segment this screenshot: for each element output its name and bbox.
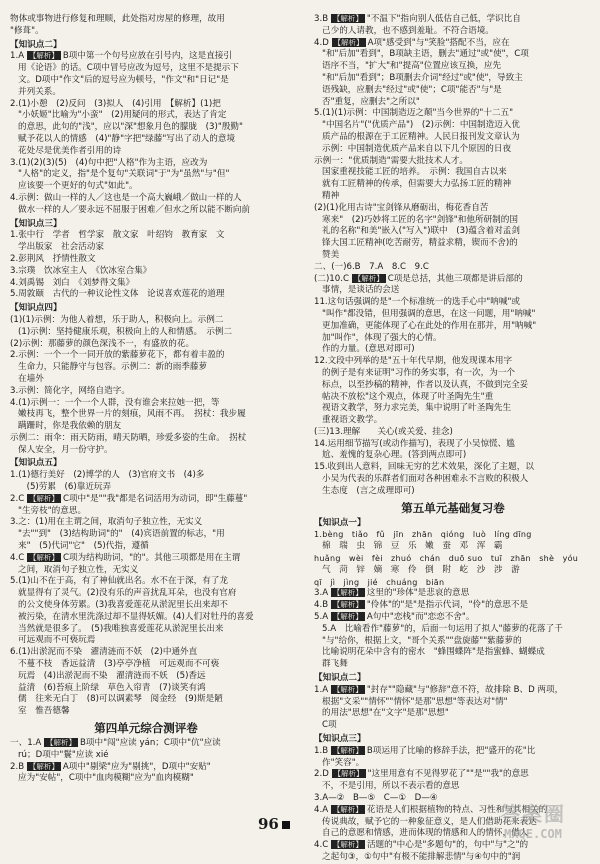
answer-line: 不蔓不枝 香远益清 (3)亭亭净植 可远观而不可亵 bbox=[18, 659, 220, 670]
answer-line: 儒 往来无白丁 (8)可以调素琴 阅金经 (9)斯是陋 bbox=[18, 694, 223, 705]
analysis-tag: 【解析】 bbox=[332, 745, 363, 755]
answer-line: 二、(一)6.B 7.A 8.C 9.C bbox=[314, 261, 429, 272]
answer-line: 4.示例：做山一样的人／这也是一个高大巍峨／做山一样的人 bbox=[10, 192, 242, 203]
answer-line: 6.(1)出淤泥而不染 濯清涟而不妖 (2)中通外直 bbox=[10, 647, 198, 658]
answer-line: rú；D项中"鬟"应读 xié bbox=[18, 749, 109, 760]
answer-text: A项"感受到"与"笑脸"搭配不当，应在 bbox=[367, 37, 510, 48]
unit-title: 第五单元基础复习卷 bbox=[401, 500, 505, 515]
answer-number: 1.A bbox=[10, 51, 27, 62]
answer-line: 群飞舞 bbox=[322, 659, 348, 670]
answer-line: 被污染，在清水里洗涤过却不显得妖媚。(4)人们对牡丹的喜爱 bbox=[18, 611, 254, 622]
answer-line: 作"笑容"。 bbox=[322, 757, 365, 768]
answer-line bbox=[314, 600, 592, 612]
section-heading: 【知识点一】 bbox=[314, 517, 366, 528]
answer-line: 并列关系。 bbox=[18, 86, 61, 97]
analysis-tag: 【解析】 bbox=[332, 684, 363, 694]
analysis-tag: 【解析】 bbox=[28, 493, 59, 503]
analysis-tag: 【解析】 bbox=[332, 612, 363, 622]
watermark-logo bbox=[474, 798, 592, 841]
pinyin-line: huǎng wèi fèi zhuó chán duō suo tuī zhān shè yóu bbox=[314, 554, 579, 564]
answer-line: 精神 bbox=[322, 190, 340, 201]
answer-line: 5.周敦颐 古代的一种议论性文体 论说喜欢莲花的道理 bbox=[10, 289, 225, 300]
page-number-text: 96 bbox=[258, 815, 279, 833]
answer-line: 5.(1)(1)示例：中国制造迈之颠"当今世界的"十二五" bbox=[314, 108, 514, 119]
answer-line: 语残缺，应删去"经过"或"使"；C项"能否"与"是 bbox=[322, 84, 502, 95]
answer-line: 标点，以至抄稿的精神，作者以及认真，不做到完全妥 bbox=[322, 379, 529, 390]
answer-number: 4.C bbox=[10, 552, 27, 563]
answer-text: 这里的"珍体"是悲哀的意思 bbox=[366, 588, 470, 599]
answer-line: 的意思，此句的"浅"，应以"深"想象月色的朦胧 (3)"殷勤" bbox=[18, 122, 243, 133]
section-heading: 【知识点五】 bbox=[10, 458, 62, 469]
pinyin-line: qī jì jìng jié chuáng biān bbox=[314, 577, 445, 587]
answer-number: (二)10.C bbox=[314, 273, 352, 284]
answer-line: 文。D项中"作文"后的逗号应为顿号，"作文"和"日记"是 bbox=[18, 74, 229, 85]
answer-line: 传说典故，赋予它的一种象征意义，是人们借助花来表达 bbox=[322, 816, 537, 827]
answer-line: "去""到" (3)结构助词"的" (4)宾语前置的标志，"用 bbox=[18, 529, 225, 540]
answer-text: A项中"剔梁"应为"剔挑"，D项中"安贴" bbox=[62, 761, 211, 772]
analysis-tag: 【解析】 bbox=[28, 552, 59, 562]
square-marker-icon bbox=[282, 821, 290, 829]
answer-line: 蹒跚时，你是我依赖的朋友 bbox=[18, 421, 122, 432]
answer-text: "这里用意有不见得罗花了""是""我"的意思 bbox=[367, 769, 529, 780]
answer-line bbox=[10, 494, 282, 506]
answer-text: B项中"闯"应读 yán；C项中"伉"应读 bbox=[80, 738, 221, 749]
analysis-tag: 【解析】 bbox=[332, 600, 363, 610]
answer-line: (5)劳累 (6)靠近玩弄 bbox=[18, 482, 112, 493]
section-heading: 【知识点四】 bbox=[10, 303, 62, 314]
answer-line: 做水一样的人／要永远不屈服于困难／但水之所以能不断向前 bbox=[18, 204, 251, 215]
watermark-text: 答案圈 bbox=[500, 802, 566, 826]
analysis-tag: 【解析】 bbox=[332, 840, 363, 850]
answer-line: 应为"安帖"，C项中"血肉模糊"应为"血肉模糊" bbox=[18, 773, 194, 784]
answer-line: 加"叫作"，体现了强大的心情。 bbox=[322, 332, 442, 343]
answer-line: (2)(1)化用古诗"宝剑锋从磨砺出，梅花香自苦 bbox=[314, 202, 489, 213]
answer-line: 作的力量。(意思对即可) bbox=[322, 344, 415, 355]
answer-line: 玩焉 (4)出淤泥而不染 濯清涟而不妖 (5)香远 bbox=[18, 670, 206, 681]
answer-line: 当然就是很多了。 (5)我唯独喜爱莲花从淤泥里长出来 bbox=[18, 623, 224, 634]
answer-line: 的公文使身体劳累。(3)我喜爱莲花从淤泥里长出来却不 bbox=[18, 600, 228, 611]
answer-line bbox=[314, 746, 592, 758]
answer-line: 否"重复，应删去"之所以" bbox=[322, 96, 420, 107]
answer-number: 2.B bbox=[10, 761, 27, 772]
answer-line: 1.(1)德行美好 (2)博学的人 (3)官府文书 (4)多 bbox=[10, 470, 205, 481]
section-heading: 【知识点二】 bbox=[314, 673, 366, 684]
answer-line: 11.这句话强调的是"一个标准统一的选手心中"呐喊"或 bbox=[314, 297, 520, 308]
answer-number: 5.A bbox=[314, 612, 331, 623]
answer-line: 示例二：雨伞：雨天防雨，晴天防晒，珍爱多姿的生命。 拐杖 bbox=[10, 432, 247, 443]
answer-line bbox=[314, 612, 592, 624]
analysis-tag: 【解析】 bbox=[333, 769, 364, 779]
answer-line: C项 bbox=[322, 720, 337, 731]
answer-line: 物体或事物进行修复和理顺，此处指对房屋的修理，故用 bbox=[10, 14, 225, 24]
answer-line bbox=[314, 588, 592, 600]
answer-number: 4.D bbox=[314, 37, 332, 48]
section-heading: 【知识点二】 bbox=[10, 39, 62, 50]
answer-line: 2.(1)小憩 (2)反问 (3)拟人 (4)引用 【解析】(1)把 bbox=[10, 98, 221, 109]
answer-number: 4.A bbox=[314, 804, 331, 815]
answer-line: 语序不当，"扩大"和"提高"位置应该互换，应先 bbox=[322, 61, 502, 72]
answer-text: B项中第一个句号应放在引号内，这是直接引 bbox=[62, 51, 232, 62]
answer-text: C项为结构助词，"的"。其他三项都是用在主谓 bbox=[62, 552, 241, 563]
answer-line: 1.张中行 学者 哲学家 散文家 叶绍钧 教育家 文 bbox=[10, 230, 225, 241]
answer-line: 根据"文采""情怀""情怀"是那"思想"等表达对"情" bbox=[322, 696, 508, 707]
answer-line: 寒来" (2)巧妙将工匠的名字"剑锋"和他所研制的国 bbox=[322, 214, 518, 225]
answer-line: 益清 (6)苔痕上阶绿 草色入帘青 (7)谈笑有鸿 bbox=[18, 682, 206, 693]
answer-line: 生命力，只能静守与包容。示例二：新的雨季藤萝 bbox=[18, 362, 208, 373]
answer-line: 事情，是谈话的会送 bbox=[322, 285, 400, 296]
answer-line bbox=[314, 38, 592, 50]
analysis-tag: 【解析】 bbox=[332, 804, 363, 814]
answer-line: "修葺"。 bbox=[10, 25, 44, 36]
answer-line: 保人安全，月一份守护。 bbox=[18, 444, 113, 455]
answer-line: 示例：中国制造优质产品来自以下几个原因的日夜 bbox=[322, 143, 512, 154]
answer-number: 一、1.A bbox=[10, 738, 44, 749]
answer-line: 3.示例：简化字，网络自造字。 bbox=[10, 385, 130, 396]
answer-line: 示例一："优质制造"需要大批技术人才。 bbox=[314, 155, 469, 166]
answer-line bbox=[314, 840, 592, 852]
answer-line: "和"后加"看到"；B项删去介词"经过"或"使"，导致主 bbox=[322, 72, 523, 83]
answer-line bbox=[314, 769, 592, 781]
answer-line: 5.(1)山不在于高，有了神仙就出名。水不在于深，有了龙 bbox=[10, 576, 229, 587]
page-number bbox=[258, 815, 290, 833]
answer-line: "小妖姬"比喻为"小蛮" (2)用疑问的形式，表达了肯定 bbox=[18, 110, 227, 121]
answer-line: 3.之：(1)用在主谓之间，取消句子独立性，无实义 bbox=[10, 517, 203, 528]
answer-line: 自己的意愿和情感，进而体现的情感和人的情怀，借人 bbox=[322, 828, 529, 839]
answer-line: 视语文教学，努力求完美，集中说明了叶圣陶先生 bbox=[322, 403, 512, 414]
unit-title: 第四单元综合测评卷 bbox=[94, 721, 198, 736]
left-column bbox=[10, 14, 282, 785]
answer-line bbox=[314, 685, 592, 697]
answer-line: 棉 瑞 虫 锦 豆 乐 嫩 蚕 邓 浑 霸 bbox=[322, 541, 503, 552]
answer-line: 3.A—② B—⑤ C—① D—④ bbox=[314, 793, 438, 803]
answer-text: 花语是人们根据植物的特点、习性和与其相关的 bbox=[366, 804, 548, 815]
watermark-url: MXQE.COM bbox=[504, 827, 562, 841]
answer-line: 礼的名称"和美"嵌入("写入")联中 (3)蕴含着对孟剑 bbox=[322, 226, 520, 237]
answer-text: A句中"恋栈"而"恋恋不舍"。 bbox=[366, 612, 475, 623]
analysis-tag: 【解析】 bbox=[332, 588, 363, 598]
answer-line: 室 惟吾德馨 bbox=[18, 706, 70, 717]
answer-line: "叫作"都没错，但用强调的意思，在这一问题，用"呐喊" bbox=[322, 308, 536, 319]
answer-text: "封存""隐藏"与"修辞"意不符，故排除 B、D 两项， bbox=[366, 684, 564, 695]
answer-text: "不温下"指向别人低估自己低，学识比自 bbox=[366, 14, 521, 24]
answer-number: 1.B bbox=[314, 745, 331, 756]
answer-line: 生态度 (言之成理即可) bbox=[322, 485, 415, 496]
answer-line bbox=[314, 14, 592, 26]
analysis-tag: 【解析】 bbox=[332, 14, 363, 23]
answer-line: 应该要一个更好的句式"如此"。 bbox=[18, 181, 138, 192]
answer-number: 2.D bbox=[314, 769, 332, 780]
answer-line: "中国名片"("优质产品") (2)示例：中国制造迈入优 bbox=[322, 120, 520, 131]
answer-number: 3.A bbox=[314, 588, 331, 599]
answer-line: "和"后加"看到"，B项缺主语，删去"通过"或"使"，C项 bbox=[322, 49, 529, 60]
answer-line: 之间，取消句子独立性，无实义 bbox=[18, 564, 139, 575]
answer-line: 4.(1)示例一：一个一个人群，没有谁会来拉她一把，等 bbox=[10, 397, 220, 408]
answer-text: B项运用了比喻的修辞手法，把"盛开的花"比 bbox=[366, 745, 536, 756]
answer-line: "与"给你，根据上文，"哥个关系""盘旋藤""紫藤萝的 bbox=[322, 635, 522, 646]
answer-text: "伶体"的"是"是指示代词，"伶"的意思不是 bbox=[366, 600, 529, 611]
answer-line: 气 菏 锌 嫡 寒 伶 倒 附 屹 沙 涉 游 bbox=[322, 564, 520, 575]
answer-line: 不，不是引用，所以不表示看的意思 bbox=[322, 781, 460, 792]
section-heading: 【知识点三】 bbox=[10, 218, 62, 229]
answer-line: 比喻说明花朵中含有的密水 "蜂围蝶阵"是指蜜蜂、蝴蝶成 bbox=[322, 647, 545, 658]
answer-number: 3.B bbox=[314, 14, 331, 24]
answer-line: 尬、羞愧的复杂心理。(答到两点即可) bbox=[322, 450, 467, 461]
right-column bbox=[314, 14, 592, 864]
answer-line: 2.彭荆风 抒情性散文 bbox=[10, 253, 96, 264]
answer-line: 可远观而不可亵玩焉 bbox=[18, 635, 96, 646]
answer-line bbox=[10, 738, 282, 750]
answer-line: 的用法"思想"在"文字"是那"思想" bbox=[322, 708, 449, 719]
answer-line: 己少的人请教，也不感到羞耻。不符合语境。 bbox=[322, 25, 494, 36]
answer-line: 花处尽是优美作者引用的诗 bbox=[18, 145, 122, 156]
answer-line: 帖决不放松"这个观点，体现了叶圣陶先生"重 bbox=[322, 391, 494, 402]
answer-line: 3.(1)(2)(3)(5) (4)句中把"人格"作为主语，应改为 bbox=[10, 157, 208, 168]
answer-line: "生旁枝"的意思。 bbox=[18, 505, 87, 516]
answer-line: 4.刘禹锡 刘白 《刘梦得文集》 bbox=[10, 277, 135, 288]
answer-line: 就有工匠精神的传承，但需要大力弘扬工匠的精神 bbox=[322, 179, 512, 190]
analysis-tag: 【解析】 bbox=[28, 51, 59, 61]
answer-line bbox=[10, 553, 282, 565]
answer-number: 1.A bbox=[314, 684, 331, 695]
answer-line: (1)(1)示例：为他人着想，乐于助人，积极向上。示例二 bbox=[10, 314, 224, 325]
answer-line: 12.文段中列举的是"五十年代早期，他发现课本用字 bbox=[314, 356, 513, 367]
pinyin-line: 1.bèng tiǎo fǔ jīn zhān qióng luò líng dīng bbox=[314, 530, 532, 540]
answer-line: 小吴为代表的乐群者们面对各种困难永不言败的积极人 bbox=[322, 474, 529, 485]
answer-line: 2.示例：一个一个一同开放的紫藤萝花下，都有着丰盈的 bbox=[10, 350, 225, 361]
answer-line: 质产品的根源在于工匠精神。人民日报刊发文章认为 bbox=[322, 131, 520, 142]
answer-line: (2)示例：那藤萝的颜色深浅不一，有盛放的花。 bbox=[10, 338, 195, 349]
answer-line: (三)13.理解 关心(或关爱、挂念) bbox=[314, 426, 453, 437]
answer-text: C项中"是""我"都是名词活用为动词，即"生藤蔓" bbox=[62, 493, 248, 504]
answer-number: 4.C bbox=[314, 840, 331, 851]
answer-line bbox=[10, 762, 282, 774]
answer-line: 更加准确，更能体现了心在此处的作用在那并，用"呐喊" bbox=[322, 320, 537, 331]
answer-line: 就显得有了灵气。(2)没有乐的声音扰乱耳朵，也没有官府 bbox=[18, 588, 237, 599]
answer-line: 锋大国工匠精神(吃苦耐劳，精益求精，锲而不舍)的 bbox=[322, 238, 518, 249]
analysis-tag: 【解析】 bbox=[353, 273, 384, 283]
answer-text: 活题的"中心是"多题句"的，句中"与"之"的 bbox=[366, 840, 529, 851]
answer-line: 国家重视技能工匠的培养。 示例：我国自古以来 bbox=[322, 167, 507, 178]
analysis-tag: 【解析】 bbox=[28, 761, 59, 771]
answer-line: 来" (5)代词"它" (5)代指，遵循 bbox=[18, 541, 149, 552]
answer-line: 用《论语》的话。C项中冒号应改为逗号，这里不是提示下 bbox=[18, 63, 239, 74]
answer-line bbox=[314, 274, 592, 286]
answer-line: 3.宗璞 饮冰室主人 《饮冰室合集》 bbox=[10, 265, 152, 276]
answer-line: 5.A 比喻看作"藤萝"的，后面一句运用了拟人"藤萝的花落了千 bbox=[322, 623, 563, 634]
answer-line: (1)示例：坚持健康乐观，积极向上的人和情感。 示例二 bbox=[18, 326, 233, 337]
answer-line: 的例子是有来证明"习作的务实事，有一次，为一个 bbox=[322, 367, 516, 378]
analysis-tag: 【解析】 bbox=[333, 37, 364, 47]
answer-line: 重视语文教学。 bbox=[322, 415, 383, 426]
answer-line: 学出版家 社会活动家 bbox=[18, 242, 104, 253]
answer-line: 之起句③，①句中"有极不能排解悲情"与④句中的"润 bbox=[322, 851, 521, 862]
answer-line: 14.运用细节描写(或动作描写)，表现了小吴惊慌、尴 bbox=[314, 438, 515, 449]
answer-line: 嫩枝再飞，整个世界一片的刻痕，风雨不再。 拐杖：我步履 bbox=[18, 409, 246, 420]
answer-line: "人格"的定义，指"是个复句"关联词"于"为"虽然"与"但" bbox=[18, 169, 230, 180]
answer-line: 赋予花以人的情感 (4)"静"字把"绿藤"写出了动人的意境 bbox=[18, 133, 236, 144]
answer-number: 2.C bbox=[10, 493, 27, 504]
answer-text: C项是总括，其他三项都是讲后部的 bbox=[387, 273, 523, 284]
analysis-tag: 【解析】 bbox=[46, 738, 76, 748]
answer-number: 4.B bbox=[314, 600, 331, 611]
section-heading: 【知识点三】 bbox=[314, 734, 366, 745]
answer-line: 赞美 bbox=[322, 249, 340, 260]
answer-line: 15.收到出人意料，回味无穷的艺术效果，深化了主题，以 bbox=[314, 462, 534, 473]
answer-line bbox=[10, 51, 282, 63]
answer-line: 在墙外 bbox=[18, 373, 44, 384]
